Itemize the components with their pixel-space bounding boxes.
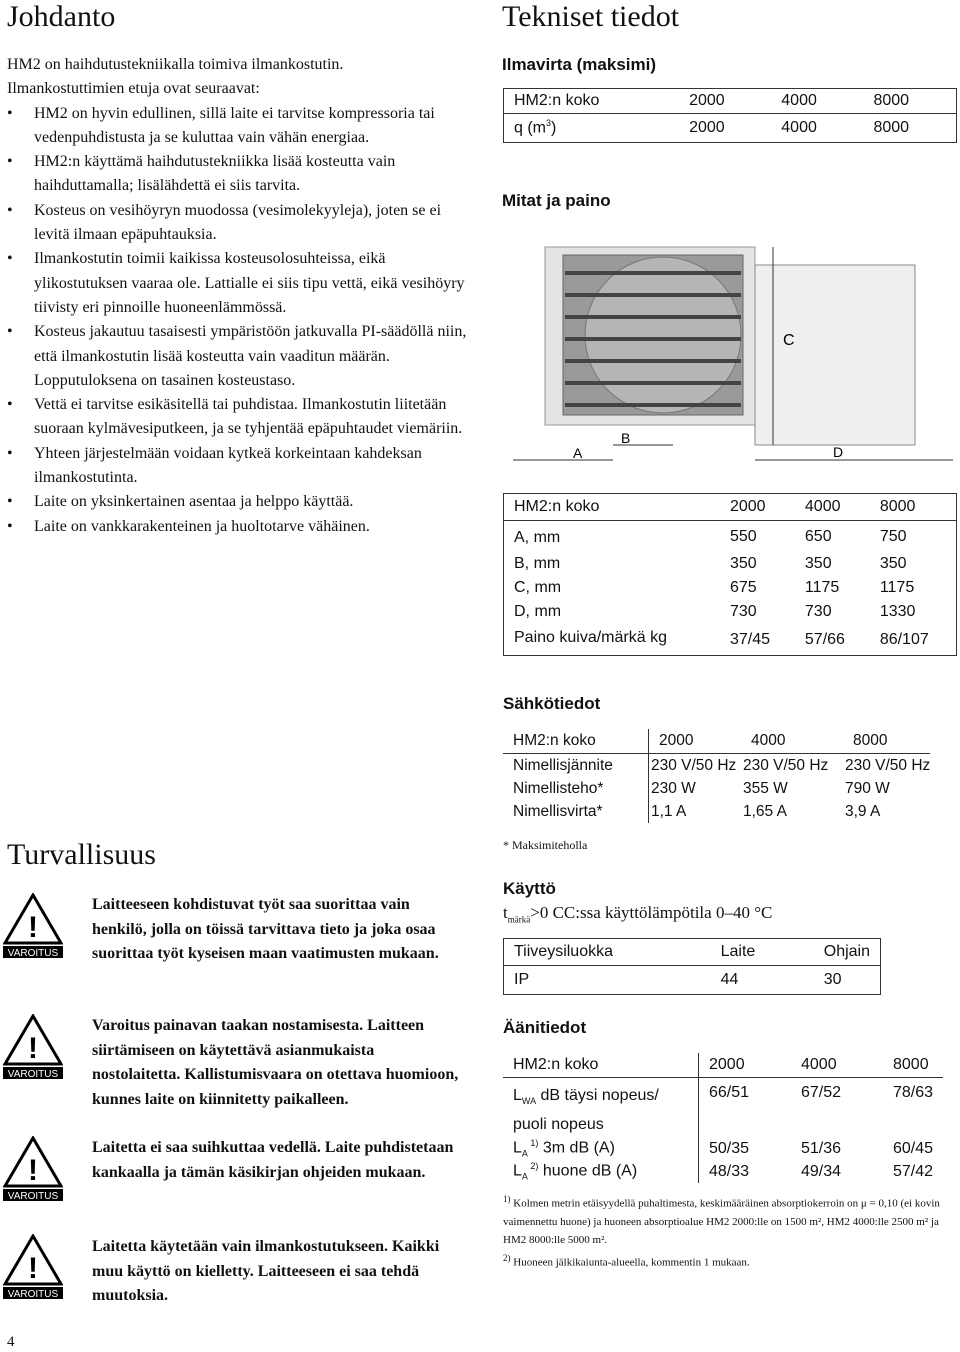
- dimension-label-c: C: [783, 332, 795, 349]
- warning-sign-icon: [3, 1014, 63, 1080]
- table-cell: 57/66: [804, 630, 845, 648]
- svg-text:!: !: [28, 911, 38, 944]
- table-cell: 66/51: [709, 1084, 750, 1101]
- table-row: [503, 1078, 943, 1138]
- dimensions-table: [503, 493, 957, 656]
- intro-paragraph: HM2 on haihdutustekniikalla toimiva ilmankostutin.: [7, 56, 344, 73]
- intro-text: [7, 53, 467, 539]
- fan-housing: [585, 257, 741, 413]
- intro-bullet-list: [7, 102, 467, 539]
- table-cell: 2000: [689, 119, 725, 136]
- bullet-icon: •: [7, 201, 13, 219]
- warning-text: Laitetta ei saa suihkuttaa vedellä. Laite puhdistetaan kankaalla ja tämän käsikirjan ohjeiden mukaan.: [92, 1139, 454, 1181]
- table-row: [504, 576, 957, 600]
- intro-bullet: • Kosteus jakautuu tasaisesti ympäristöön jatkuvalla PI-säädöllä niin, että ilmankostutin lisää kosteutta vain vaaditun määrän. Lopputuloksena on tasainen kosteustaso.: [7, 320, 467, 393]
- table-cell: 30: [823, 971, 842, 988]
- table-row: [504, 624, 957, 656]
- table-cell: Nimellisteho*: [503, 777, 649, 800]
- table-cell: Paino kuiva/märkä kg: [514, 629, 667, 646]
- svg-text:VAROITUS: VAROITUS: [7, 1191, 59, 1202]
- intro-bullet: • Laite on yksinkertainen asentaa ja helppo käyttää.: [7, 490, 467, 514]
- intro-bullet: • Ilmankostutin toimii kaikissa kosteusolosuhteissa, eikä ylikostutuksen vaaraa ole. Lattialle ei siis tipu vettä, eikä vesihöyry tiivisty eri pinnoille huoneenlämmössä.: [7, 247, 467, 320]
- noise-title: Äänitiedot: [503, 1018, 587, 1037]
- table-row: [503, 800, 930, 823]
- table-cell: Ohjain: [814, 939, 881, 966]
- table-cell: 1,1 A: [651, 802, 687, 820]
- table-cell: Nimellisjännite: [503, 754, 649, 778]
- intro-bullet: • HM2:n käyttämä haihdutustekniikka lisää kosteutta vain haihduttamalla; lisälähdettä ei siis tarvita.: [7, 150, 467, 199]
- table-cell: 44: [720, 971, 739, 988]
- table-cell: 350: [879, 555, 907, 572]
- table-cell: 67/52: [801, 1084, 842, 1101]
- svg-text:VAROITUS: VAROITUS: [7, 948, 59, 959]
- table-cell: 2000: [649, 729, 742, 754]
- table-cell: $L_{WA}$ dB täysi nopeus/ puoli nopeus: [503, 1078, 699, 1138]
- warning-sign-icon: [3, 893, 63, 959]
- table-cell: Nimellisvirta*: [503, 800, 649, 823]
- warning-sign-icon: [3, 1234, 63, 1300]
- dims-title: Mitat ja paino: [502, 191, 611, 210]
- bullet-icon: •: [7, 104, 13, 122]
- usage-temperature: $t_{märkä}>0$ CC:ssa käyttölämpötila 0–40 °C: [503, 903, 773, 925]
- intro-paragraph: Ilmankostuttimien etuja ovat seuraavat:: [7, 80, 260, 98]
- table-cell: 750: [879, 527, 907, 545]
- table-cell: 355 W: [743, 779, 788, 797]
- table-cell: 790 W: [845, 779, 890, 797]
- table-cell: $L_A$ $^{1)}$ 3m dB (A): [503, 1137, 699, 1160]
- noise-table: [503, 1053, 943, 1183]
- table-cell: 48/33: [709, 1162, 750, 1180]
- intro-bullet: • Kosteus on vesihöyryn muodossa (vesimolekyyleja), joten se ei levitä ilmaan epäpuhtauksia.: [7, 199, 467, 248]
- table-cell: 60/45: [893, 1139, 934, 1157]
- unit-side: [755, 265, 915, 445]
- table-cell: 4000: [781, 119, 817, 136]
- table-header-row: [503, 729, 930, 754]
- electric-title: Sähkötiedot: [503, 694, 601, 713]
- table-cell: HM2:n koko: [504, 494, 720, 521]
- bullet-icon: •: [7, 323, 13, 341]
- svg-text:!: !: [28, 1252, 38, 1285]
- page-number: 4: [7, 1334, 15, 1350]
- table-cell: 230 W: [651, 779, 696, 797]
- table-cell: 675: [729, 579, 757, 596]
- usage-table: [503, 938, 881, 995]
- table-cell: 730: [804, 603, 832, 620]
- bullet-icon: •: [7, 250, 13, 268]
- table-header-row: [504, 89, 957, 114]
- electric-footnote: * Maksimiteholla: [503, 838, 588, 852]
- table-cell: 1330: [879, 603, 916, 620]
- svg-text:VAROITUS: VAROITUS: [7, 1069, 59, 1080]
- table-cell: 57/42: [893, 1162, 934, 1180]
- bullet-icon: •: [7, 153, 13, 171]
- table-cell: 4000: [795, 494, 870, 521]
- table-cell: IP: [514, 971, 530, 988]
- table-cell: 8000: [863, 89, 956, 114]
- table-cell: 51/36: [801, 1139, 842, 1157]
- table-cell: 86/107: [879, 630, 929, 648]
- table-cell: HM2:n koko: [504, 89, 680, 114]
- table-cell: 230 V/50 Hz: [845, 756, 931, 774]
- bullet-icon: •: [7, 493, 13, 511]
- electric-table: [503, 729, 930, 823]
- bullet-icon: •: [7, 396, 13, 414]
- table-cell: 2000: [679, 89, 771, 114]
- svg-text:!: !: [28, 1032, 38, 1065]
- intro-bullet: • Vettä ei tarvitse esikäsitellä tai puhdistaa. Ilmankostutin liitetään suoraan kylmävesiputkeen, ja se tyhjentää epäpuhtaudet viemäriin.: [7, 393, 467, 442]
- bullet-icon: •: [7, 444, 13, 462]
- table-cell: 2000: [699, 1053, 792, 1078]
- table-cell: 350: [804, 555, 832, 572]
- table-cell: 78/63: [893, 1084, 934, 1101]
- table-header-row: [504, 939, 881, 966]
- table-cell: 49/34: [801, 1162, 842, 1180]
- table-cell: 230 V/50 Hz: [651, 756, 737, 774]
- warning-sign-icon: [3, 1136, 63, 1202]
- table-cell: B, mm: [514, 555, 561, 572]
- usage-title: Käyttö: [503, 879, 556, 898]
- table-cell: $L_A$ $^{2)}$ huone dB (A): [503, 1160, 699, 1183]
- table-cell: 50/35: [709, 1139, 750, 1157]
- table-cell: 8000: [883, 1053, 943, 1078]
- intro-bullet: • HM2 on hyvin edullinen, sillä laite ei tarvitse kompressoria tai vedenpuhdistusta ja se kuluttaa vain vähän energiaa.: [7, 102, 467, 151]
- dimension-label-d: D: [833, 444, 844, 460]
- noise-footnote-2: $^{2)}$ Huoneen jälkikaiunta-alueella, kommentin 1 mukaan.: [503, 1253, 750, 1269]
- table-cell: Tiiveysiluokka: [504, 939, 711, 966]
- table-cell: 350: [729, 555, 757, 572]
- warning-text: Laitetta käytetään vain ilmankostutukseen. Kaikki muu käyttö on kielletty. Laitteeseen ei saa tehdä muutoksia.: [92, 1238, 440, 1304]
- safety-title: Turvallisuus: [7, 838, 156, 871]
- table-cell: q $(m^3)$: [514, 118, 557, 137]
- table-cell: 8000: [873, 119, 910, 136]
- svg-text:VAROITUS: VAROITUS: [7, 1289, 59, 1300]
- table-cell: 2000: [720, 494, 795, 521]
- table-cell: 1,65 A: [743, 802, 787, 820]
- table-cell: 8000: [843, 729, 930, 754]
- table-cell: 4000: [741, 729, 843, 754]
- intro-bullet: • Yhteen järjestelmään voidaan kytkeä korkeintaan kahdeksan ilmankostutinta.: [7, 442, 467, 491]
- intro-bullet: • Laite on vankkarakenteinen ja huoltotarve vähäinen.: [7, 515, 467, 539]
- warning-text: Varoitus painavan taakan nostamisesta. Laitteen siirtämiseen on käytettävä asianmukaista nostolaitetta. Kallistumisvaara on otettava huomioon, kunnes laite on kiinnitetty paikalleen.: [92, 1017, 459, 1108]
- table-cell: HM2:n koko: [503, 729, 649, 754]
- table-cell: 230 V/50 Hz: [743, 756, 829, 774]
- table-cell: 730: [729, 603, 757, 620]
- intro-title: Johdanto: [7, 0, 116, 33]
- table-cell: HM2:n koko: [503, 1053, 699, 1078]
- tech-title: Tekniset tiedot: [502, 0, 680, 33]
- table-cell: A, mm: [514, 529, 561, 546]
- dimension-label-b: B: [621, 430, 631, 446]
- table-row: [503, 1160, 943, 1183]
- table-cell: 4000: [771, 89, 863, 114]
- svg-text:!: !: [28, 1154, 38, 1187]
- dimension-label-a: A: [573, 445, 583, 461]
- table-row: [503, 754, 930, 778]
- table-cell: C, mm: [514, 579, 562, 596]
- airflow-title: Ilmavirta (maksimi): [502, 55, 657, 74]
- table-cell: 1175: [804, 579, 840, 596]
- airflow-table: [503, 88, 957, 143]
- table-cell: D, mm: [514, 603, 562, 620]
- noise-footnote-1: $^{1)}$ Kolmen metrin etäisyydellä puhaltimesta, keskimääräinen absorptiokerroin on μ = 0,10 (ei kovin vaimennettu huone) ja huoneen absorptioalue HM2 2000:lle on 1500 m², HM2 4000:lle 2500 m² ja HM2 8000:lle 5000 m².: [503, 1194, 940, 1246]
- table-row: [504, 521, 957, 553]
- table-cell: Laite: [711, 939, 814, 966]
- table-cell: 37/45: [729, 630, 771, 648]
- table-cell: 8000: [870, 494, 957, 521]
- table-row: [503, 777, 930, 800]
- table-cell: 1175: [879, 579, 915, 596]
- table-cell: 550: [729, 527, 757, 545]
- humidifier-dimension-diagram: [513, 245, 953, 467]
- table-cell: 4000: [791, 1053, 883, 1078]
- table-cell: 3,9 A: [845, 802, 881, 820]
- table-row: [504, 552, 957, 576]
- table-header-row: [503, 1053, 943, 1078]
- table-row: [504, 600, 957, 624]
- table-cell: 650: [804, 527, 832, 545]
- table-header-row: [504, 494, 957, 521]
- table-row: [504, 966, 881, 995]
- bullet-icon: •: [7, 517, 13, 535]
- table-row: [503, 1137, 943, 1160]
- table-row: [504, 114, 957, 143]
- warning-text: Laitteeseen kohdistuvat työt saa suorittaa vain henkilö, jolla on töissä tarvittava tieto ja joka osaa suorittaa työt kyseisen maan vaatimusten mukaan.: [92, 896, 439, 962]
